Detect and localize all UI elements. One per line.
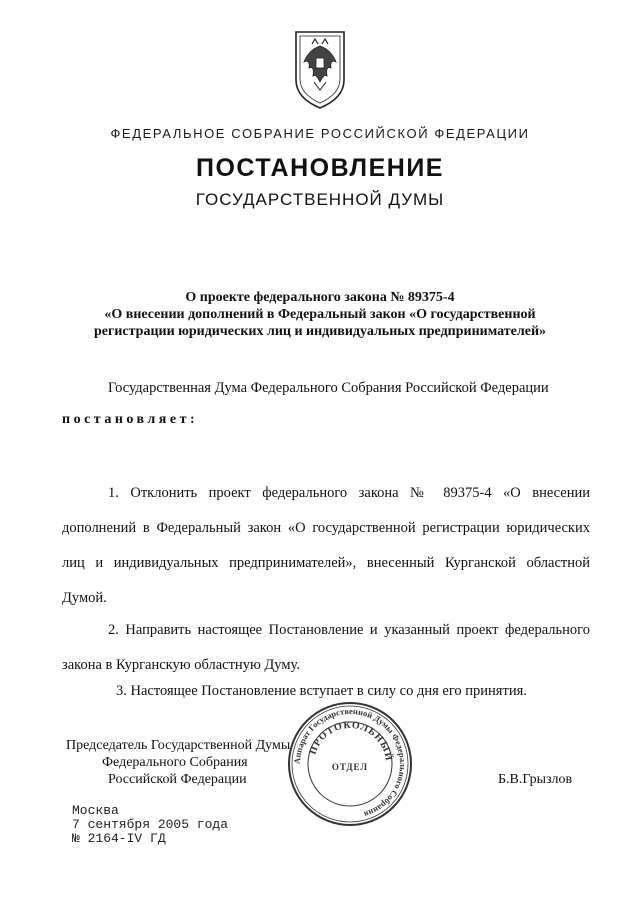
signatory-title-line: Российской Федерации (108, 772, 247, 787)
stamp-inner-text: ПРОТОКОЛЬНЫЙ (307, 719, 395, 763)
paragraph-2: 2. Направить настоящее Постановление и указанный проект федерального закона в Курганскую областную Думу. (62, 622, 590, 673)
assembly-heading: ФЕДЕРАЛЬНОЕ СОБРАНИЕ РОССИЙСКОЙ ФЕДЕРАЦИИ (110, 126, 530, 141)
footer-date: 7 сентября 2005 года (72, 817, 229, 832)
title-line: О проекте федерального закона № 89375-4 (185, 290, 455, 305)
title-line: «О внесении дополнений в Федеральный закон «О государственной (104, 307, 536, 322)
preamble: Государственная Дума Федерального Собрания Российской Федерации (108, 380, 549, 396)
stamp-outer-text: Аппарат Государственной Думы Федерального Собрания (291, 705, 409, 820)
signatory-title-line: Федерального Собрания (102, 755, 248, 770)
paragraph-1: 1. Отклонить проект федерального закона № 89375-4 «О внесении дополнений в Федеральный закон «О государственной регистрации юридических лиц и индивидуальных предпринимателей», внесенный Курганской областной Думой. (62, 485, 590, 606)
stamp-icon (286, 700, 414, 828)
document-subtype: ГОСУДАРСТВЕННОЙ ДУМЫ (195, 190, 445, 209)
signatory-title-line: Председатель Государственной Думы (66, 738, 291, 753)
coat-of-arms-icon (292, 28, 348, 112)
resolves-word: постановляет: (62, 412, 199, 427)
footer-number: № 2164-IV ГД (72, 831, 166, 846)
signatory-name: Б.В.Грызлов (498, 772, 573, 787)
document-type: ПОСТАНОВЛЕНИЕ (196, 154, 444, 182)
stamp-center-text: ОТДЕЛ (331, 762, 369, 772)
footer-city: Москва (72, 803, 119, 818)
document-title (40, 289, 600, 340)
title-line: регистрации юридических лиц и индивидуальных предпринимателей» (93, 324, 547, 339)
paragraph-3: 3. Настоящее Постановление вступает в силу со дня его принятия. (116, 683, 527, 699)
